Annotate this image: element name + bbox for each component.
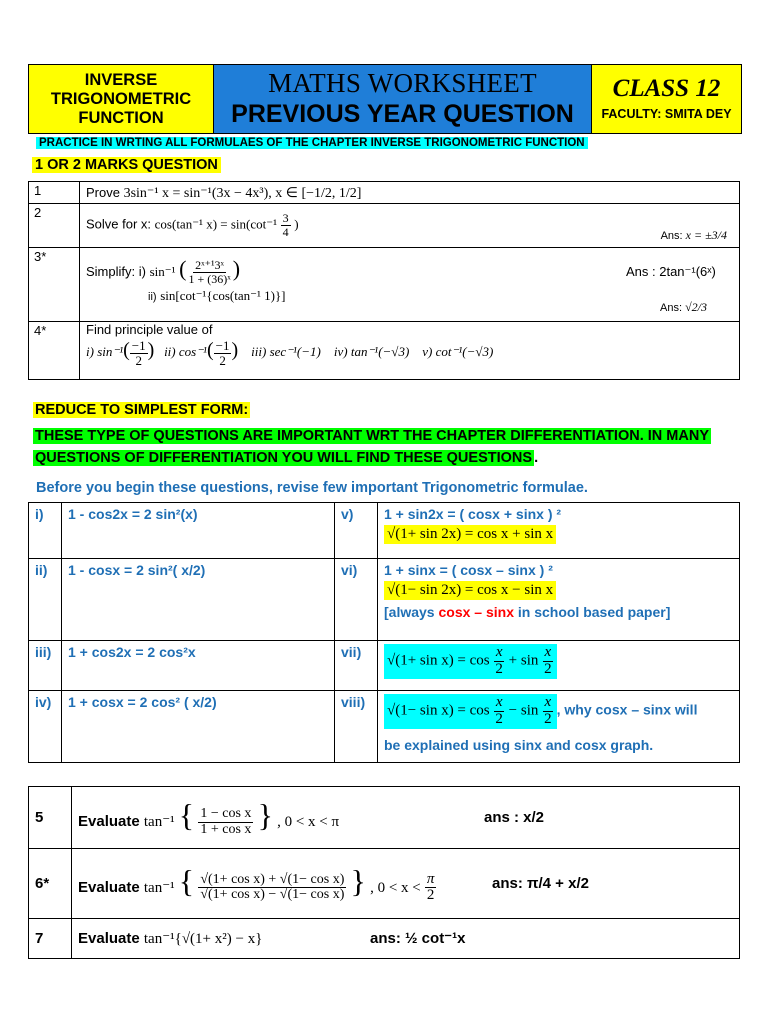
table-row: iv) 1 + cosx = 2 cos² ( x/2) viii) √(1− sin x) = cos $\frac{x}{2}$ − sin $\frac{x}{2}$ , why cosx – sinx will be explained using sinx and cosx graph. [29, 691, 740, 763]
fraction: $\frac{-1}{2}$ [215, 338, 230, 368]
formula-cell: √(1+ sin x) = cos $\frac{x}{2}$ + sin $\frac{x}{2}$ [378, 641, 740, 691]
question-text: Evaluate tan⁻¹ { $\frac{\text{√(1+ cos x) + √(1− cos x)}}{\text{√(1+ cos x) − √(1− cos x)}}$ } , 0 < x < $\frac{\pi}{2}$ ans: π/4 + x/2 [72, 849, 740, 919]
question-text: Simplify: i) sin⁻¹ ( $\frac{\text{2ˣ⁺¹3ˣ}}{\text{1 + (36)ˣ}}$ ) Ans : 2tan⁻¹(6ˣ) ii) sin[cot⁻¹{cos(tan⁻¹ 1)}] Ans: √2/3 [80, 248, 740, 322]
formula-cell: 1 + sinx = ( cosx – sinx ) ² √(1− sin 2x) = cos x − sin x [always cosx – sinx in school based paper] [378, 559, 740, 641]
answer: Ans: √2/3 [660, 300, 707, 314]
fraction: $\frac{x}{2}$ [544, 644, 552, 677]
table-row [29, 919, 740, 959]
fraction: $\frac{\text{2ˣ⁺¹3ˣ}}{\text{1 + (36)ˣ}}$ [188, 258, 231, 287]
table-row [29, 248, 740, 322]
answer: ans : x/2 [484, 809, 545, 826]
title-cell [214, 65, 592, 133]
section2-note: THESE TYPE OF QUESTIONS ARE IMPORTANT WRT THE CHAPTER DIFFERENTIATION. IN MANY QUESTIONS OF DIFFERENTIATION YOU WILL FIND THESE QUESTIONS . [35, 428, 709, 466]
class-label: CLASS 12 [612, 75, 721, 102]
fraction: $\frac{x}{2}$ [495, 694, 503, 727]
formula-cell: √(1− sin x) = cos $\frac{x}{2}$ − sin $\frac{x}{2}$ , why cosx – sinx will be explained using sinx and cosx graph. [378, 691, 740, 763]
worksheet-header [28, 64, 742, 134]
table-row [29, 849, 740, 919]
revise-note: Before you begin these questions, revise few important Trigonometric formulae. [36, 480, 588, 496]
fraction: $\frac{\pi}{2}$ [426, 870, 435, 904]
formula-table [28, 502, 740, 763]
question-number: 2 [29, 204, 80, 248]
topic-cell: INVERSE TRIGONOMETRIC FUNCTION [29, 65, 214, 133]
question-number: 4* [29, 322, 80, 380]
question-number: 5 [29, 787, 72, 849]
question-text: Evaluate tan⁻¹ { $\frac{\text{1 − cos x}}{\text{1 + cos x}}$ } , 0 < x < π ans : x/2 [72, 787, 740, 849]
question-text: Prove 3sin⁻¹ x = sin⁻¹(3x − 4x³), x ∈ [−1/2, 1/2] [80, 182, 740, 204]
question-text: Evaluate tan⁻¹{√(1+ x²) − x} ans: ½ cot⁻¹x [72, 919, 740, 959]
question-text: Find principle value of i) sin⁻¹( $\frac{-1}{2}$ ) ii) cos⁻¹( $\frac{-1}{2}$ ) iii) sec⁻¹(−1) iv) tan⁻¹(−√3) v) cot⁻¹(−√3) [80, 322, 740, 380]
faculty-label: FACULTY: SMITA DEY [601, 107, 732, 121]
question-number: 3* [29, 248, 80, 322]
question-number: 1 [29, 182, 80, 204]
practice-note: PRACTICE IN WRTING ALL FORMULAES OF THE CHAPTER INVERSE TRIGONOMETRIC FUNCTION [36, 137, 588, 149]
table-row: iii) 1 + cos2x = 2 cos²x vii) √(1+ sin x) = cos $\frac{x}{2}$ + sin $\frac{x}{2}$ [29, 641, 740, 691]
formula-cell: 1 + sin2x = ( cosx + sinx ) ² √(1+ sin 2x) = cos x + sin x [378, 503, 740, 559]
table-row: ii) 1 - cosx = 2 sin²( x/2) vi) 1 + sinx = ( cosx – sinx ) ² √(1− sin 2x) = cos x − sin x [always cosx – sinx in school based paper] [29, 559, 740, 641]
table-row [29, 204, 740, 248]
fraction: $\frac{\text{√(1+ cos x) + √(1− cos x)}}{\text{√(1+ cos x) − √(1− cos x)}}$ [200, 871, 345, 903]
section1-title: 1 OR 2 MARKS QUESTION [32, 157, 221, 173]
worksheet-title: MATHS WORKSHEET [268, 68, 537, 98]
section2-title: REDUCE TO SIMPLEST FORM: [35, 402, 249, 418]
question-text: Solve for x: cos(tan⁻¹ x) = sin(cot⁻¹ $\frac{3}{4}$ ) Ans: x = ±3/4 [80, 204, 740, 248]
answer: Ans : 2tan⁻¹(6ˣ) [626, 264, 716, 279]
question-number: 6* [29, 849, 72, 919]
question-number: 7 [29, 919, 72, 959]
table-row [29, 787, 740, 849]
table-row [29, 182, 740, 204]
table-row [29, 322, 740, 380]
answer: ans: ½ cot⁻¹x [370, 930, 466, 947]
fraction: $\frac{3}{4}$ [282, 211, 289, 239]
fraction: $\frac{x}{2}$ [544, 694, 552, 727]
worksheet-subtitle: PREVIOUS YEAR QUESTION [231, 100, 574, 128]
answer: Ans: x = ±3/4 [660, 228, 727, 242]
evaluate-table [28, 786, 740, 959]
fraction: $\frac{-1}{2}$ [131, 338, 146, 368]
class-cell [592, 65, 741, 133]
question-expression: 3sin⁻¹ x = sin⁻¹(3x − 4x³), x ∈ [−1/2, 1/2] [123, 186, 362, 201]
table-row: i) 1 - cos2x = 2 sin²(x) v) 1 + sin2x = ( cosx + sinx ) ² √(1+ sin 2x) = cos x + sin x [29, 503, 740, 559]
fraction: $\frac{\text{1 − cos x}}{\text{1 + cos x}}$ [200, 806, 252, 837]
answer: ans: π/4 + x/2 [492, 875, 589, 892]
fraction: $\frac{x}{2}$ [495, 644, 503, 677]
questions-table [28, 181, 740, 380]
